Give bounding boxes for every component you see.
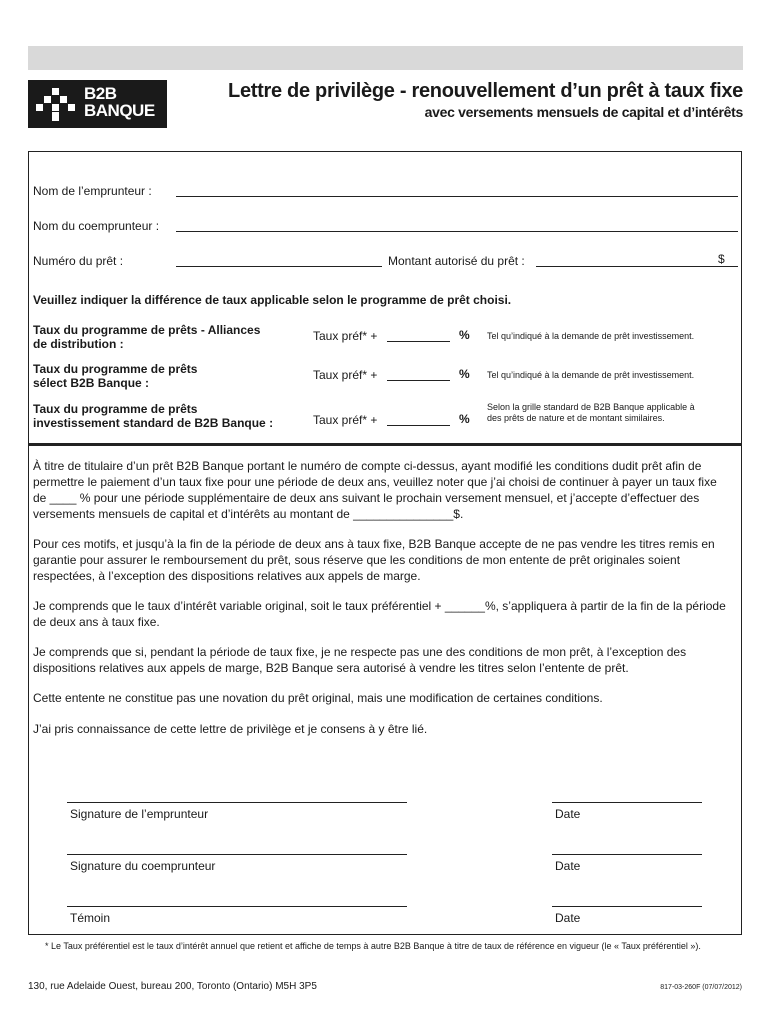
logo-wordmark bbox=[84, 85, 155, 119]
rate-label: Taux préf* + bbox=[313, 329, 378, 343]
logo-line-1: B2B bbox=[84, 84, 117, 103]
witness-signature-field[interactable] bbox=[67, 906, 407, 907]
paragraph-fixed-rate-choice: À titre de titulaire d’un prêt B2B Banque portant le numéro de compte ci-dessus, ayant modifié les conditions dudit prêt afin de permettre le paiement d’un taux fixe pour une période de deux ans, veuillez noter que j’ai choisi de continuer à payer un taux fixe de ____ % pour une période supplémentaire de deux ans suivant le prochain versement mensuel, et j’accepte d’effectuer des versements mensuels de capital et d’intérêts au montant de _______________$. bbox=[33, 459, 717, 521]
borrower-signature-field[interactable] bbox=[67, 802, 407, 803]
witness-date-label: Date bbox=[555, 911, 581, 925]
coborrower-signature-field[interactable] bbox=[67, 854, 407, 855]
rate-note: Tel qu’indiqué à la demande de prêt investissement. bbox=[487, 331, 695, 341]
rate-note bbox=[487, 402, 695, 424]
logo-line-2: BANQUE bbox=[84, 101, 155, 120]
percent-sign: % bbox=[459, 412, 470, 426]
loan-number-label: Numéro du prêt : bbox=[33, 254, 124, 268]
coborrower-name-field[interactable] bbox=[176, 231, 738, 232]
borrower-date-field[interactable] bbox=[552, 802, 702, 803]
office-address: 130, rue Adelaide Ouest, bureau 200, Toronto (Ontario) M5H 3P5 bbox=[28, 981, 317, 992]
document-title: Lettre de privilège - renouvellement d’un prêt à taux fixe bbox=[228, 80, 743, 102]
witness-date-field[interactable] bbox=[552, 906, 702, 907]
rate-difference-field[interactable] bbox=[387, 425, 450, 426]
b2b-banque-logo bbox=[28, 80, 167, 128]
rate-note-line-1: Selon la grille standard de B2B Banque applicable à bbox=[487, 402, 695, 412]
currency-symbol: $ bbox=[718, 252, 725, 266]
paragraph-collateral: Pour ces motifs, et jusqu’à la fin de la période de deux ans à taux fixe, B2B Banque accepte de ne pas vendre les titres remis en garantie pour assurer le remboursement du prêt, sous réserve que les conditions de mon entente de prêt originales soient respectées, à l’exception des dispositions relatives aux appels de marge. bbox=[33, 537, 715, 583]
document-subtitle: avec versements mensuels de capital et d’intérêts bbox=[424, 104, 743, 120]
rate-label: Taux préf* + bbox=[313, 413, 378, 427]
borrower-name-label: Nom de l’emprunteur : bbox=[33, 184, 152, 198]
percent-sign: % bbox=[459, 328, 470, 342]
program-name-line-2: investissement standard de B2B Banque : bbox=[33, 416, 274, 430]
rate-difference-field[interactable] bbox=[387, 380, 450, 381]
form-code: 817-03-260F (07/07/2012) bbox=[660, 984, 742, 991]
coborrower-date-field[interactable] bbox=[552, 854, 702, 855]
coborrower-date-label: Date bbox=[555, 859, 581, 873]
authorized-amount-field[interactable] bbox=[536, 266, 738, 267]
paragraph-novation: Cette entente ne constitue pas une novation du prêt original, mais une modification de certaines conditions. bbox=[33, 691, 603, 705]
rate-label: Taux préf* + bbox=[313, 368, 378, 382]
program-name bbox=[33, 402, 273, 430]
borrower-name-field[interactable] bbox=[176, 196, 738, 197]
authorized-amount-label: Montant autorisé du prêt : bbox=[388, 254, 525, 268]
section-divider bbox=[28, 443, 742, 446]
percent-sign: % bbox=[459, 367, 470, 381]
program-name-line-2: de distribution : bbox=[33, 337, 124, 351]
coborrower-name-label: Nom du coemprunteur : bbox=[33, 219, 160, 233]
loan-number-field[interactable] bbox=[176, 266, 382, 267]
witness-signature-label: Témoin bbox=[70, 911, 111, 925]
coborrower-signature-label: Signature du coemprunteur bbox=[70, 859, 216, 873]
program-name bbox=[33, 323, 260, 351]
rate-note: Tel qu’indiqué à la demande de prêt investissement. bbox=[487, 370, 695, 380]
paragraph-variable-rate: Je comprends que le taux d’intérêt variable original, soit le taux préférentiel + ______%, s’appliquera à partir de la fin de la période de deux ans à taux fixe. bbox=[33, 599, 726, 629]
program-name-line-1: Taux du programme de prêts - Alliances bbox=[33, 323, 261, 337]
borrower-signature-label: Signature de l’emprunteur bbox=[70, 807, 209, 821]
rate-note-line-2: des prêts de nature et de montant similaires. bbox=[487, 413, 665, 423]
rate-instruction: Veuillez indiquer la différence de taux applicable selon le programme de prêt choisi. bbox=[33, 293, 512, 307]
prime-rate-footnote: * Le Taux préférentiel est le taux d’intérêt annuel que retient et affiche de temps à autre B2B Banque à titre de taux de référence en vigueur (le « Taux préférentiel »). bbox=[45, 941, 701, 951]
program-name-line-1: Taux du programme de prêts bbox=[33, 402, 198, 416]
program-name bbox=[33, 362, 197, 390]
paragraph-acknowledgement: J’ai pris connaissance de cette lettre de privilège et je consens à y être lié. bbox=[33, 722, 428, 736]
program-name-line-2: sélect B2B Banque : bbox=[33, 376, 150, 390]
borrower-date-label: Date bbox=[555, 807, 581, 821]
rate-difference-field[interactable] bbox=[387, 341, 450, 342]
paragraph-default-conditions: Je comprends que si, pendant la période de taux fixe, je ne respecte pas une des conditions de mon prêt, à l’exception des dispositions relatives aux appels de marge, B2B Banque sera autorisé à vendre les titres selon l’entente de prêt. bbox=[33, 645, 687, 675]
top-gray-bar bbox=[28, 46, 743, 70]
maple-cluster-icon bbox=[32, 84, 80, 124]
program-name-line-1: Taux du programme de prêts bbox=[33, 362, 198, 376]
